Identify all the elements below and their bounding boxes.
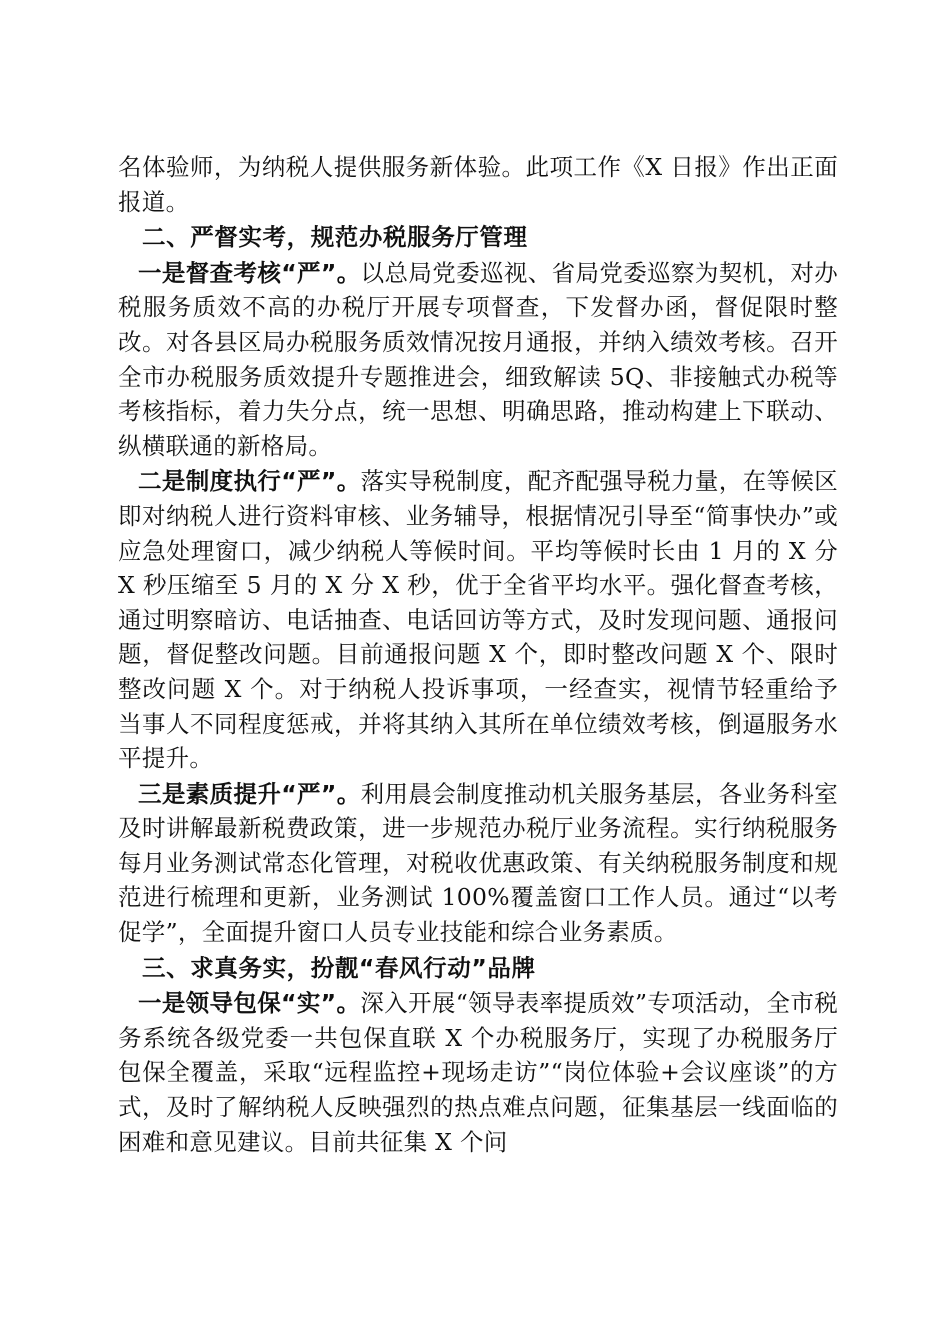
intro-continuation-paragraph: 名体验师，为纳税人提供服务新体验。此项工作《X 日报》作出正面报道。 [118,153,838,216]
section-3-item-1-lead: 一是领导包保“实”。 [138,989,361,1018]
section-2-item-3-paragraph [118,777,838,950]
section-3-item-1-paragraph [118,986,838,1159]
section-2-item-3-text: 利用晨会制度推动机关服务基层，各业务科室及时讲解最新税费政策，进一步规范办税厅业务流程。实行纳税服务每月业务测试常态化管理，对税收优惠政策、有关纳税服务制度和规范进行梳理和更新，业务测试 100%覆盖窗口工作人员。通过“以考促学”，全面提升窗口人员专业技能和综合业务素质。 [118,779,839,947]
section-2-item-2-paragraph [118,464,838,775]
section-2-item-3-lead: 三是素质提升“严”。 [138,779,361,808]
section-3-item-1-text: 深入开展“领导表率提质效”专项活动，全市税务系统各级党委一共包保直联 X 个办税服务厅，实现了办税服务厅包保全覆盖，采取“远程监控+现场走访”“岗位体验+会议座谈”的方式，及时了解纳税人反映强烈的热点难点问题，征集基层一线面临的困难和意见建议。目前共征集 X 个问 [118,989,839,1156]
section-2-item-2-lead: 二是制度执行“严”。 [138,467,361,496]
section-2-item-1-lead: 一是督查考核“严”。 [138,258,361,287]
section-3-heading: 三、求真务实，扮靓“春风行动”品牌 [142,953,536,982]
section-2-item-2-text: 落实导税制度，配齐配强导税力量，在等候区即对纳税人进行资料审核、业务辅导，根据情况引导至“简事快办”或应急处理窗口，减少纳税人等候时间。平均等候时长由 1 月的 X 分 X 秒压缩至 5 月的 X 分 X 秒，优于全省平均水平。强化督查考核，通过明察暗访、电话抽查、电话回访等方式，及时发现问题、通报问题，督促整改问题。目前通报问题 X 个，即时整改问题 X 个、限时整改问题 X 个。对于纳税人投诉事项，一经查实，视情节轻重给予当事人不同程度惩戒，并将其纳入其所在单位绩效考核，倒逼服务水平提升。 [118,467,839,773]
section-2-heading: 二、严督实考，规范办税服务厅管理 [142,223,528,252]
document-body [118,150,838,1159]
section-2-item-1-paragraph [118,256,838,464]
section-2-item-1-text: 以总局党委巡视、省局党委巡察为契机，对办税服务质效不高的办税厅开展专项督查，下发督办函，督促限时整改。对各县区局办税服务质效情况按月通报，并纳入绩效考核。召开全市办税服务质效提升专题推进会，细致解读 5Q、非接触式办税等考核指标，着力失分点，统一思想、明确思路，推动构建上下联动、纵横联通的新格局。 [118,258,839,460]
